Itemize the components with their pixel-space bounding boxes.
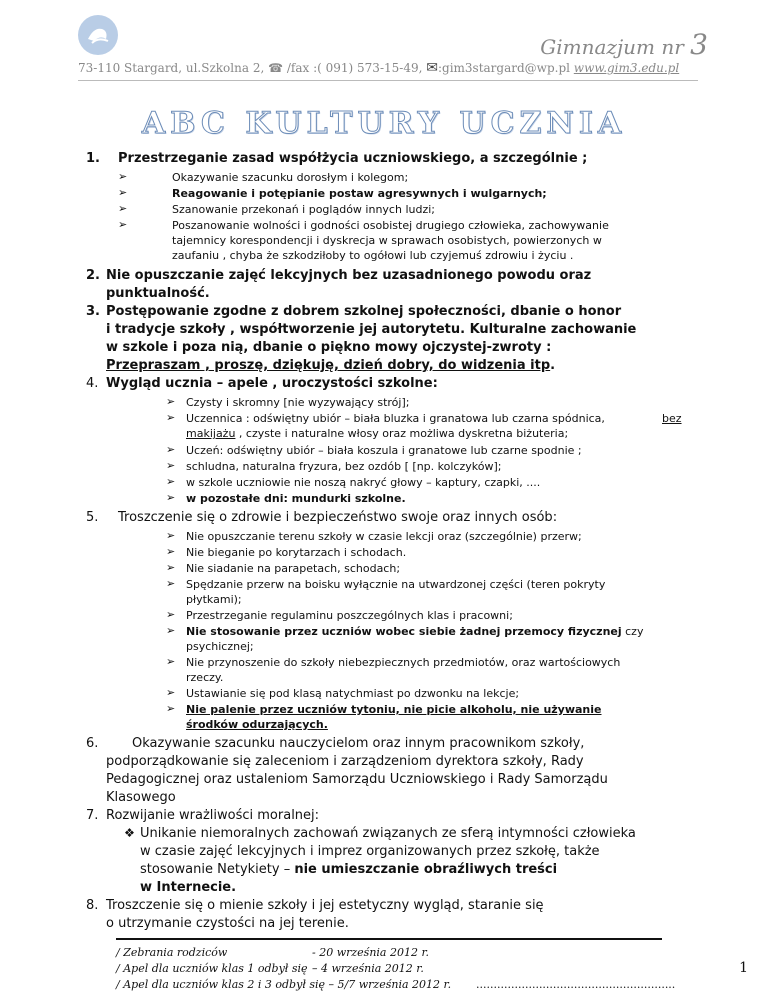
s4-item-2-line-2 (186, 427, 568, 440)
section-3-line-3: w szkole i poza nią, dbanie o piękno mowy ojczystej-zwroty : (106, 340, 552, 355)
diamond-bullet-icon: ❖ (124, 826, 135, 840)
section-3-line-4 (106, 358, 555, 373)
s5-item-6-bold: Nie stosowanie przez uczniów wobec siebie żadnej przemocy fizycznej (186, 625, 622, 638)
school-name (540, 28, 708, 61)
section-7-line-1: Unikanie niemoralnych zachowań związanych ze sferą intymności człowieka (140, 826, 636, 841)
s1-item-4-line-1: Poszanowanie wolności i godności osobistej drugiego człowieka, zachowywanie (172, 219, 609, 232)
section-8-number: 8. (86, 898, 99, 913)
arrow-bullet-icon: ➢ (166, 561, 176, 574)
arrow-bullet-icon: ➢ (166, 577, 176, 590)
email[interactable]: :gim3stargard@wp.pl (437, 61, 570, 75)
section-7-number: 7. (86, 808, 99, 823)
phone-icon: ☎ (268, 61, 284, 75)
period: . (550, 358, 556, 373)
section-7-line-3 (140, 862, 557, 877)
s1-item-4-line-3: zaufaniu , chyba że szkodziłoby to ogółowi lub czyjemuś zdrowiu i życiu . (172, 249, 574, 262)
section-7-line-2: w czasie zajęć lekcyjnych i imprez organizowanych przez szkołę, także (140, 844, 600, 859)
s1-item-4-line-2: tajemnicy korespondencji i dyskrecja w sprawach osobistych, powierzonych w (172, 234, 602, 247)
school-name-text: Gimnazjum nr (540, 35, 684, 59)
s5-item-7-line-1: Nie przynoszenie do szkoły niebezpiecznych przedmiotów, oraz wartościowych (186, 656, 621, 669)
s5-item-8: Ustawianie się pod klasą natychmiast po dzwonku na lekcje; (186, 687, 520, 700)
s5-item-4-line-1: Spędzanie przerw na boisku wyłącznie na utwardzonej części (teren pokryty (186, 578, 606, 591)
section-6-line-1: Okazywanie szacunku nauczycielom oraz innym pracownikom szkoły, (132, 736, 585, 751)
arrow-bullet-icon: ➢ (166, 443, 176, 456)
s4-item-1: Czysty i skromny [nie wyzywający strój]; (186, 396, 410, 409)
arrow-bullet-icon: ➢ (166, 529, 176, 542)
footer-row-2-label: / Apel dla uczniów klas 1 odbył się (116, 962, 308, 975)
footer-row-2-date: – 4 września 2012 r. (312, 962, 424, 975)
section-2-line-2: punktualność. (106, 286, 210, 301)
s1-item-3: Szanowanie przekonań i poglądów innych ludzi; (172, 203, 435, 216)
arrow-bullet-icon: ➢ (166, 395, 176, 408)
polite-phrases: Przepraszam , proszę, dziękuję, dzień dobry, do widzenia itp (106, 358, 551, 373)
section-1-heading: Przestrzeganie zasad współżycia uczniowskiego, a szczególnie ; (118, 151, 588, 166)
s5-item-9-line-2: środków odurzających. (186, 718, 328, 731)
arrow-bullet-icon: ➢ (118, 170, 128, 183)
arrow-bullet-icon: ➢ (118, 186, 128, 199)
s4-item-2: Uczennica : odświętny ubiór – biała bluzka i granatowa lub czarna spódnica, (186, 412, 605, 425)
s4-item-4: schludna, naturalna fryzura, bez ozdób [ [np. kolczyków]; (186, 460, 502, 473)
section-4-heading: Wygląd ucznia – apele , uroczystości szkolne: (106, 376, 438, 391)
section-5-heading: Troszczenie się o zdrowie i bezpieczeństwo swoje oraz innych osób: (118, 510, 558, 525)
s4-item-5: w szkole uczniowie nie noszą nakryć głowy – kaptury, czapki, .... (186, 476, 541, 489)
section-6-number: 6. (86, 736, 99, 751)
section-2-number: 2. (86, 268, 100, 283)
s1-item-1: Okazywanie szacunku dorosłym i kolegom; (172, 171, 409, 184)
header-divider (78, 80, 698, 81)
arrow-bullet-icon: ➢ (118, 218, 128, 231)
s4-item-3: Uczeń: odświętny ubiór – biała koszula i granatowe lub czarne spodnie ; (186, 444, 582, 457)
s5-item-3: Nie siadanie na parapetach, schodach; (186, 562, 401, 575)
arrow-bullet-icon: ➢ (166, 459, 176, 472)
section-7-line-4: w Internecie. (140, 880, 237, 895)
arrow-bullet-icon: ➢ (166, 411, 176, 424)
s5-item-6-line-2: psychicznej; (186, 640, 254, 653)
mail-icon: ✉ (426, 60, 438, 76)
s5-item-6-rest: czy (621, 625, 644, 638)
footer-row-1-label: / Zebrania rodziców (116, 946, 228, 959)
s5-item-9-line-1: Nie palenie przez uczniów tytoniu, nie picie alkoholu, nie używanie (186, 703, 602, 716)
website-link[interactable]: www.gim3.edu.pl (573, 61, 680, 75)
s5-item-7-line-2: rzeczy. (186, 671, 224, 684)
s1-item-2: Reagowanie i potępianie postaw agresywnych i wulgarnych; (172, 187, 547, 200)
section-6-line-4: Klasowego (106, 790, 176, 805)
footer-row-3: / Apel dla uczniów klas 2 i 3 odbył się – 5/7 września 2012 r. (116, 978, 452, 991)
contact-line (78, 60, 698, 76)
section-7-heading: Rozwijanie wrażliwości moralnej: (106, 808, 320, 823)
phone: /fax :( 091) 573-15-49, (286, 61, 423, 75)
s4-item-2-rest: , czyste i naturalne włosy oraz możliwa dyskretna biżuteria; (235, 427, 569, 440)
arrow-bullet-icon: ➢ (166, 655, 176, 668)
section-2-line-1: Nie opuszczanie zajęć lekcyjnych bez uzasadnionego powodu oraz (106, 268, 592, 283)
s7-bold-part: nie umieszczanie obraźliwych treści (294, 862, 558, 877)
s5-item-2: Nie bieganie po korytarzach i schodach. (186, 546, 407, 559)
s4-item-2-bez: bez (662, 412, 682, 425)
school-number: 3 (690, 28, 708, 61)
section-1-number: 1. (86, 151, 100, 166)
s7-netykieta: stosowanie Netykiety – (140, 862, 295, 877)
arrow-bullet-icon: ➢ (166, 686, 176, 699)
arrow-bullet-icon: ➢ (166, 624, 176, 637)
section-6-line-2: podporządkowanie się zaleceniom i zarządzeniom dyrektora szkoły, Rady (106, 754, 584, 769)
school-logo (78, 15, 118, 55)
footer-row-1-date: - 20 września 2012 r. (312, 946, 430, 959)
makijazu: makijażu (186, 427, 236, 440)
arrow-bullet-icon: ➢ (166, 545, 176, 558)
section-5-number: 5. (86, 510, 99, 525)
section-3-number: 3. (86, 304, 100, 319)
section-4-number: 4. (86, 376, 99, 391)
s5-item-1: Nie opuszczanie terenu szkoły w czasie lekcji oraz (szczególnie) przerw; (186, 530, 582, 543)
arrow-bullet-icon: ➢ (166, 475, 176, 488)
section-8-line-1: Troszczenie się o mienie szkoły i jej estetyczny wygląd, staranie się (106, 898, 544, 913)
footer-separator (116, 938, 662, 940)
page-title: ABC KULTURY UCZNIA (141, 106, 627, 141)
signature-dots: ......................................................... (476, 978, 676, 991)
s5-item-4-line-2: płytkami); (186, 593, 242, 606)
arrow-bullet-icon: ➢ (166, 608, 176, 621)
s4-item-6: w pozostałe dni: mundurki szkolne. (186, 492, 406, 505)
address: 73-110 Stargard, ul.Szkolna 2, (78, 61, 265, 75)
section-3-line-1: Postępowanie zgodne z dobrem szkolnej społeczności, dbanie o honor (106, 304, 622, 319)
arrow-bullet-icon: ➢ (166, 491, 176, 504)
section-6-line-3: Pedagogicznej oraz ustaleniom Samorządu Uczniowskiego i Rady Samorządu (106, 772, 608, 787)
arrow-bullet-icon: ➢ (118, 202, 128, 215)
s5-item-5: Przestrzeganie regulaminu poszczególnych klas i pracowni; (186, 609, 513, 622)
section-8-line-2: o utrzymanie czystości na jej terenie. (106, 916, 349, 931)
arrow-bullet-icon: ➢ (166, 702, 176, 715)
logo-icon (78, 15, 118, 55)
page-number: 1 (739, 960, 748, 976)
s5-item-6 (186, 625, 643, 638)
section-3-line-2: i tradycje szkoły , współtworzenie jej autorytetu. Kulturalne zachowanie (106, 322, 637, 337)
